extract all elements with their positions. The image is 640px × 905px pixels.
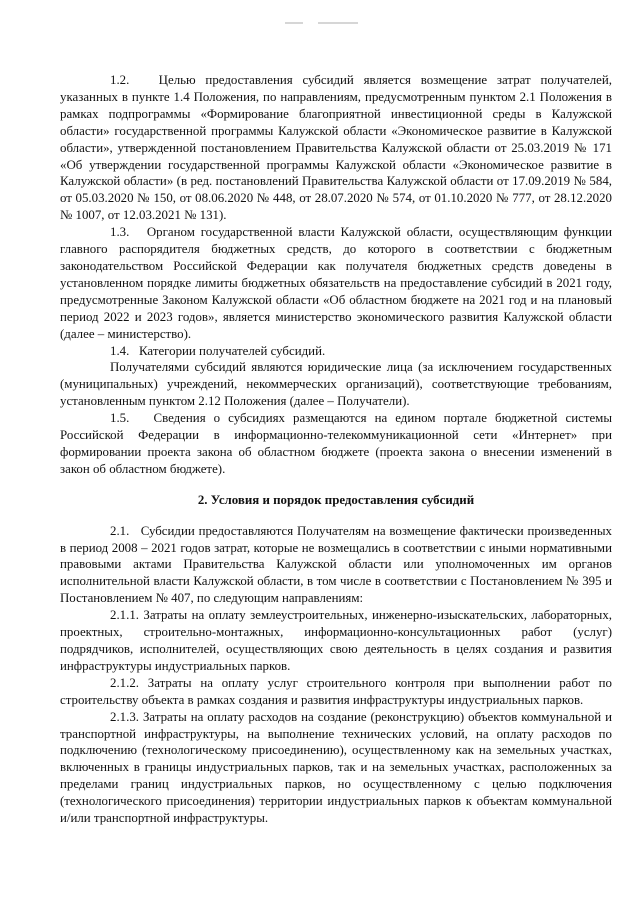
- paragraph-2-1-1: 2.1.1. Затраты на оплату землеустроительных, инженерно-изыскательских, лабораторных, проектных, строительно-монтажных, информационно-консультационных работ (услуг) подрядчиков, исполнителей, осуществляющих свою деятельность в целях создания и развития инфраструктуры индустриальных парков.: [60, 608, 612, 673]
- scan-artifact: [285, 22, 303, 24]
- paragraph-1-5: 1.5. Сведения о субсидиях размещаются на едином портале бюджетной системы Российской Федерации в информационно-телекоммуникационной сети «Интернет» при формировании проекта закона об областном бюджете (проекта закона о внесении изменений в закон об областном бюджете).: [60, 411, 612, 476]
- document-body: [60, 72, 612, 827]
- section-heading: 2. Условия и порядок предоставления субсидий: [197, 492, 475, 507]
- paragraph-2-1: 2.1. Субсидии предоставляются Получателям на возмещение фактически произведенных в период 2008 – 2021 годов затрат, которые не возмещались в соответствии с иными нормативными правовыми актами Правительства Калужской области или уполномоченных им органов исполнительной власти Калужской области, в том числе в соответствии с Постановлением № 395 и Постановлением № 407, по следующим направлениям:: [60, 523, 612, 606]
- paragraph-1-2: 1.2. Целью предоставления субсидий является возмещение затрат получателей, указанных в пункте 1.4 Положения, по направлениям, предусмотренным пунктом 2.1 Положения в рамках подпрограммы «Формирование благоприятной инвестиционной среды в Калужской области» государственной программы Калужской области «Экономическое развитие в Калужской области», утвержденной постановлением Правительства Калужской области от 25.03.2019 № 171 «Об утверждении государственной программы Калужской области «Экономическое развитие в Калужской области» (в ред. постановлений Правительства Калужской области от 17.09.2019 № 584, от 05.03.2020 № 150, от 08.06.2020 № 448, от 28.07.2020 № 574, от 01.10.2020 № 777, от 28.12.2020 № 1007, от 12.03.2021 № 131).: [60, 73, 612, 223]
- scan-artifact: [318, 22, 358, 24]
- paragraph-2-1-2: 2.1.2. Затраты на оплату услуг строительного контроля при выполнении работ по строительству объекта в рамках создания и развития инфраструктуры индустриальных парков.: [60, 675, 612, 707]
- paragraph-1-4: 1.4. Категории получателей субсидий.: [110, 343, 326, 358]
- paragraph-1-3: 1.3. Органом государственной власти Калужской области, осуществляющим функции главного распорядителя бюджетных средств, до которого в соответствии с бюджетным законодательством Российской Федерации как получателя бюджетных средств доведены в установленном порядке лимиты бюджетных обязательств на предоставление субсидий в 2021 году, предусмотренные Законом Калужской области «Об областном бюджете на 2021 год и на плановый период 2022 и 2023 годов», является министерство экономического развития Калужской области (далее – министерство).: [60, 225, 612, 341]
- paragraph-recipients: Получателями субсидий являются юридические лица (за исключением государственных (муниципальных) учреждений, некоммерческих организаций), соответствующие требованиям, установленным пунктом 2.12 Положения (далее – Получатели).: [60, 360, 612, 409]
- paragraph-2-1-3: 2.1.3. Затраты на оплату расходов на создание (реконструкцию) объектов коммунальной и транспортной инфраструктуры, на выполнение технических условий, на оплату расходов по подключению (технологическому присоединению), осуществленному как на земельных участках, включенных в границы индустриальных парков, так и на земельных участках, расположенных за пределами границ индустриальных парков, но осуществленному с целью подключения (технологического присоединения) территории индустриальных парков к объектам коммунальной и/или транспортной инфраструктуры.: [60, 709, 612, 826]
